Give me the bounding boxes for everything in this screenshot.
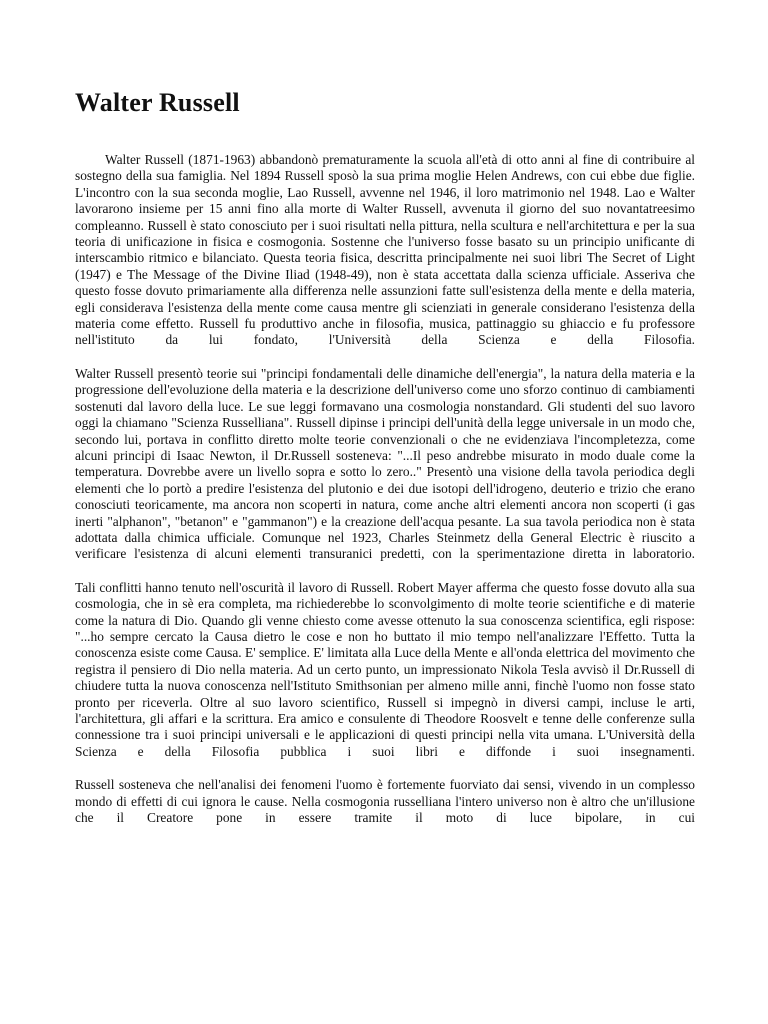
document-title: Walter Russell [75,88,240,117]
paragraph-2: Walter Russell presentò teorie sui "principi fondamentali delle dinamiche dell'energia", la natura della materia e la progressione dell'evoluzione della materia e la descrizione dell'universo come uno sforzo continuo di cambiamenti sostenuti dal lavoro della luce. Le sue leggi formavano una cosmologia nonstandard. Gli studenti del suo lavoro oggi la chiamano "Scienza Russelliana". Russell dipinse i principi dell'unità della legge universale in un modo che, secondo lui, portava in conflitto diretto molte teorie convenzionali o che ne evidenziava l'incompletezza, come alcuni principi di Isaac Newton, il Dr.Russell sosteneva: "...Il peso andrebbe misurato in modo duale come la temperatura. Dovrebbe avere un livello sopra e sotto lo zero.." Presentò una visione della tavola periodica degli elementi che lo portò a predire l'esistenza del plutonio e dei due isotopi dell'idrogeno, deuterio e trizio che erano conosciuti teoricamente, ma ancora non scoperti in natura, come anche altri elementi ancora non scoperti (i gas inerti "alphanon", "betanon" e "gammanon") e la creazione dell'acqua pesante. La sua tavola periodica non è stata adottata dalla chimica ufficiale. Comunque nel 1923, Charles Steinmetz della General Electric è riuscito a verificare l'esistenza di alcuni elementi transuranici predetti, con la sperimentazione diretta in laboratorio. [75,365,695,562]
paragraph-1: Walter Russell (1871-1963) abbandonò prematuramente la scuola all'età di otto anni al fine di contribuire al sostegno della sua famiglia. Nel 1894 Russell sposò la sua prima moglie Helen Andrews, con cui ebbe due figlie. L'incontro con la sua seconda moglie, Lao Russell, avvenne nel 1946, il loro matrimonio nel 1948. Lao e Walter lavorarono insieme per 15 anni fino alla morte di Walter Russell, avvenuta il giorno del suo novantatreesimo compleanno. Russell è stato conosciuto per i suoi risultati nella pittura, nella scultura e nell'architettura e per la sua teoria di unificazione in fisica e cosmogonia. Sostenne che l'universo fosse basato su un principio unificante di interscambio ritmico e bilanciato. Questa teoria fisica, descritta principalmente nei suoi libri The Secret of Light (1947) e The Message of the Divine Iliad (1948-49), non è stata accettata dalla scienza ufficiale. Asseriva che questo fosse dovuto primariamente alla differenza nelle assunzioni fatte sull'esistenza della mente e della materia, egli considerava l'esistenza della mente come causa mentre gli scienziati in generale considerano l'esistenza della materia come effetto. Russell fu produttivo anche in filosofia, musica, pattinaggio su ghiaccio e fu professore nell'istituto da lui fondato, l'Università della Scienza e della Filosofia. [75,152,695,348]
document-page [75,88,695,843]
paragraph-4: Russell sosteneva che nell'analisi dei fenomeni l'uomo è fortemente fuorviato dai sensi, vivendo in un complesso mondo di effetti di cui ignora le cause. Nella cosmogonia russelliana l'intero universo non è altro che un'illusione che il Creatore pone in essere tramite il moto di luce bipolare, in cui [75,777,695,826]
paragraph-3: Tali conflitti hanno tenuto nell'oscurità il lavoro di Russell. Robert Mayer afferma che questo fosse dovuto alla sua cosmologia, che in sè era completa, ma richiederebbe lo sconvolgimento di molte teorie scientifiche e di materie come la natura di Dio. Quando gli venne chiesto come avesse ottenuto la sua conoscenza scientifica, egli rispose: "...ho sempre cercato la Causa dietro le cose e non ho buttato il mio tempo nell'analizzare l'Effetto. Tutta la conoscenza esiste come Causa. E' semplice. E' limitata alla Luce della Mente e all'onda elettrica del movimento che registra il pensiero di Dio nella materia. Ad un certo punto, un impressionato Nikola Tesla avvisò il Dr.Russell di chiudere tutta la nuova conoscenza nell'Istituto Smithsonian per almeno mille anni, finchè l'uomo non fosse stato pronto per riceverla. Oltre al suo lavoro scientifico, Russell si impegnò in diversi campi, incluse le arti, l'architettura, gli affari e la scrittura. Era amico e consulente di Theodore Roosvelt e tenne delle conferenze sulla connessione tra i suoi principi universali e le applicazioni di questi principi nella vita umana. L'Università della Scienza e della Filosofia pubblica i suoi libri e diffonde i suoi insegnamenti. [75,579,695,759]
